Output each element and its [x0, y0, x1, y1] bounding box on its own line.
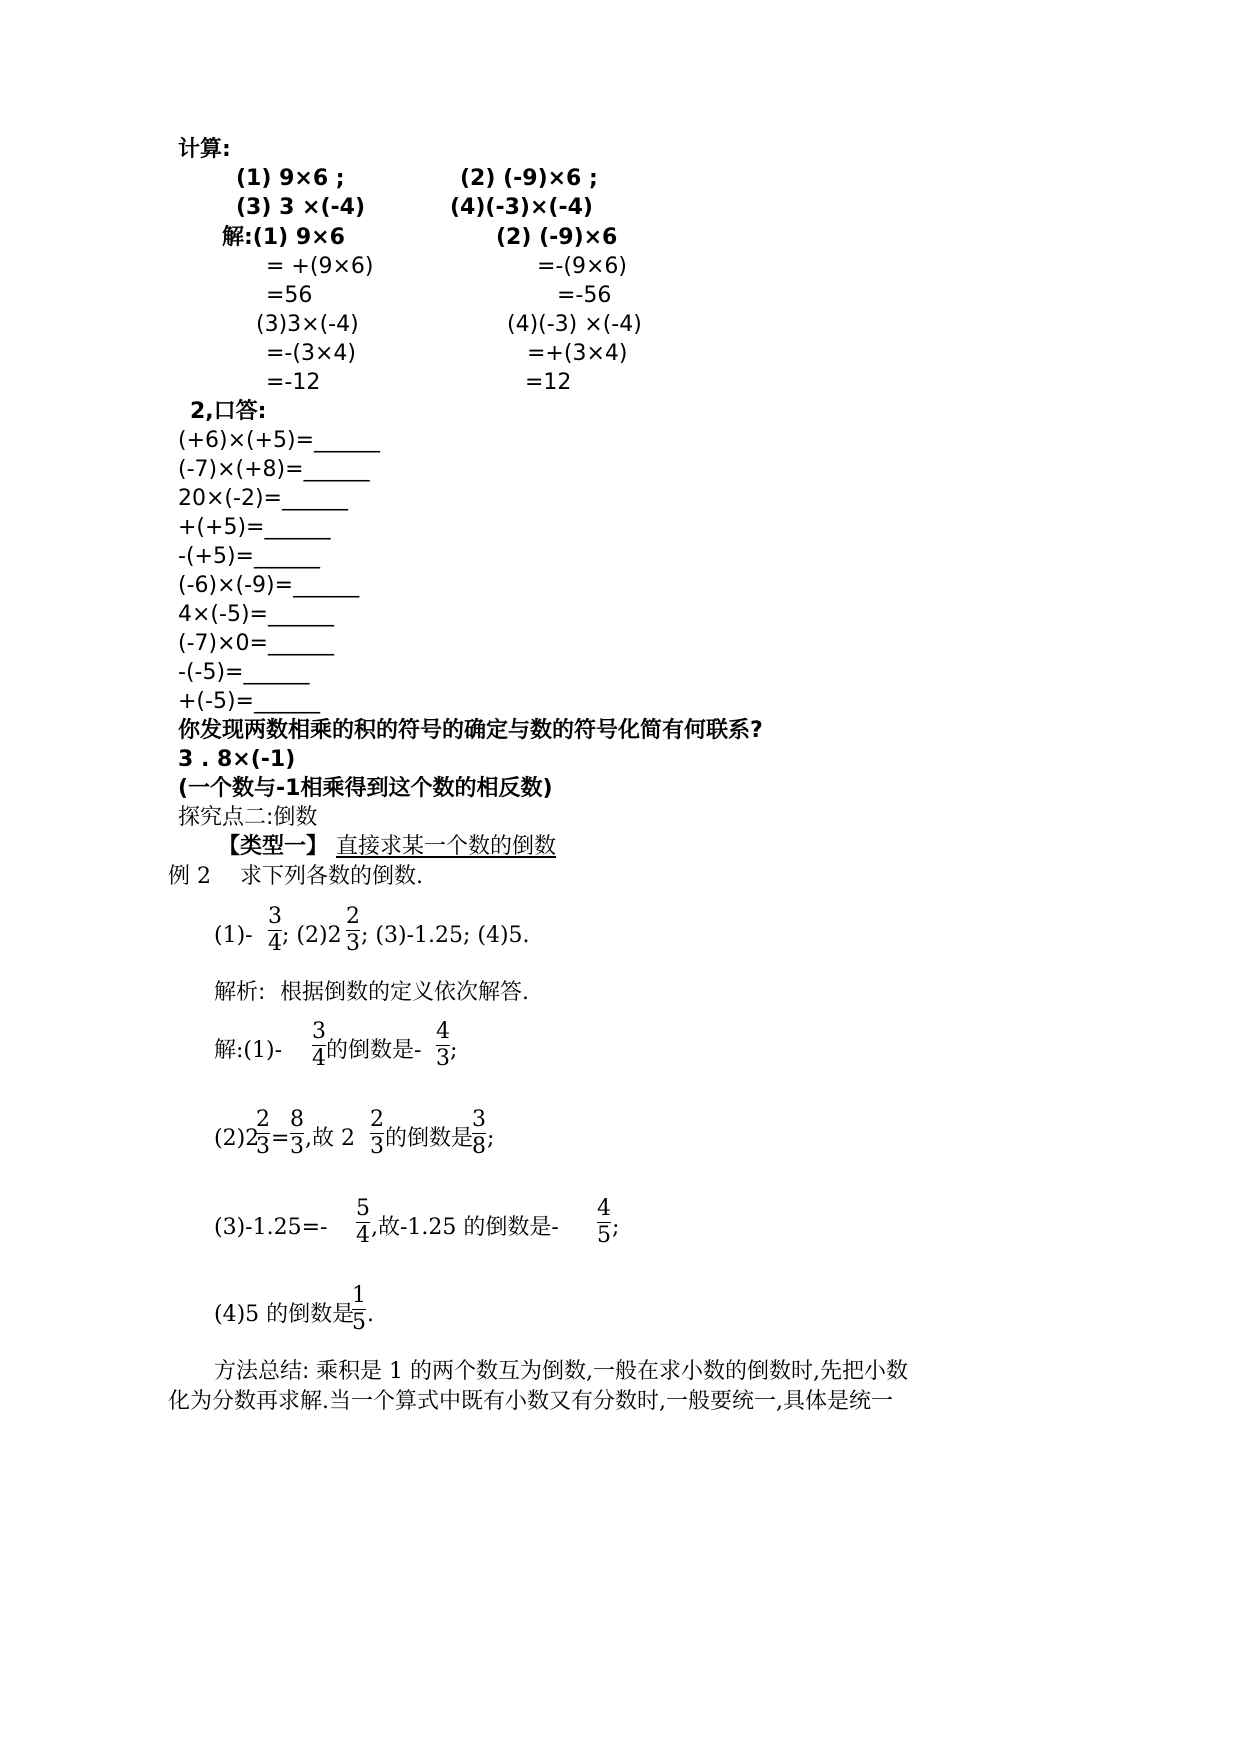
fraction: 2 3 [346, 904, 360, 956]
fraction: 3 8 [472, 1107, 486, 1159]
oral-item: -(+5)=______ [178, 544, 320, 569]
explore-heading: 探究点二:倒数 [178, 805, 318, 830]
solution-2-line-3: =-56 [557, 283, 612, 308]
solution-2-text-e: ; [487, 1126, 495, 1151]
solution-3-line-1: (3)3×(-4) [256, 312, 359, 337]
solution-3-line-3: =-12 [266, 370, 321, 395]
problem-part-1: (1)- [214, 923, 253, 948]
discovery-question: 你发现两数相乘的积的符号的确定与数的符号化简有何联系? [178, 718, 763, 743]
oral-item: 4×(-5)=______ [178, 602, 334, 627]
oral-item: (-6)×(-9)=______ [178, 573, 360, 598]
method-label: 方法总结: [214, 1359, 310, 1384]
solution-3-line-2: =-(3×4) [266, 341, 356, 366]
problem-part-2: ; (2)2 [282, 923, 342, 948]
question-4: (4)(-3)×(-4) [450, 195, 593, 220]
oral-item: (-7)×0=______ [178, 631, 334, 656]
solution-4-line-1: (4)(-3) ×(-4) [507, 312, 642, 337]
oral-item: (-7)×(+8)=______ [178, 457, 370, 482]
solution-1-line-2: = +(9×6) [266, 254, 374, 279]
solution-2-text-b: = [271, 1126, 290, 1151]
fraction: 2 3 [370, 1107, 384, 1159]
solution-4-line-2: =+(3×4) [527, 341, 628, 366]
oral-item: (+6)×(+5)=______ [178, 428, 381, 453]
item-3-note: (一个数与-1相乘得到这个数的相反数) [178, 776, 553, 801]
solution-2-text-d: 的倒数是 [385, 1126, 474, 1151]
problem-part-3: ; (3)-1.25; (4)5. [361, 923, 530, 948]
method-text-line-1: 乘积是 1 的两个数互为倒数,一般在求小数的倒数时,先把小数 [316, 1359, 908, 1384]
type-label: 【类型一】 [218, 834, 329, 859]
type-title: 直接求某一个数的倒数 [336, 834, 557, 859]
solution-2-line-2: =-(9×6) [537, 254, 627, 279]
solution-2-text-a: (2)2 [214, 1126, 260, 1151]
fraction: 2 3 [256, 1107, 270, 1159]
fraction: 3 4 [312, 1019, 326, 1071]
solution-4-text-b: . [367, 1302, 374, 1327]
solution-1-line-1: 解:(1) 9×6 [222, 225, 345, 250]
solution-3-text-a: (3)-1.25=- [214, 1215, 328, 1240]
fraction: 8 3 [290, 1107, 304, 1159]
fraction: 3 4 [268, 904, 282, 956]
solution-3-text-c: ; [612, 1215, 620, 1240]
oral-item: 20×(-2)=______ [178, 486, 348, 511]
question-1: (1) 9×6 ; [236, 166, 345, 191]
solution-2-text-c: ,故 2 [305, 1126, 355, 1151]
oral-item: -(-5)=______ [178, 660, 310, 685]
fraction: 4 3 [436, 1019, 450, 1071]
solution-1-text-c: ; [450, 1038, 458, 1063]
analysis-text: 根据倒数的定义依次解答. [280, 980, 529, 1005]
example-text: 求下列各数的倒数. [240, 864, 423, 889]
solution-2-line-1: (2) (-9)×6 [496, 225, 618, 250]
oral-item: +(+5)=______ [178, 515, 331, 540]
solution-1-text-a: 解:(1)- [214, 1038, 283, 1063]
question-3: (3) 3 ×(-4) [236, 195, 366, 220]
solution-3-text-b: ,故-1.25 的倒数是- [371, 1215, 559, 1240]
oral-item: +(-5)=______ [178, 689, 320, 714]
method-text-line-2: 化为分数再求解.当一个算式中既有小数又有分数时,一般要统一,具体是统一 [168, 1389, 893, 1414]
item-3-expression: 3 . 8×(-1) [178, 747, 296, 772]
solution-4-line-3: =12 [525, 370, 572, 395]
fraction: 4 5 [597, 1196, 611, 1248]
solution-4-text-a: (4)5 的倒数是 [214, 1302, 355, 1327]
solution-1-text-b: 的倒数是- [326, 1038, 422, 1063]
example-label: 例 2 [168, 864, 211, 889]
question-2: (2) (-9)×6 ; [460, 166, 598, 191]
fraction: 5 4 [356, 1196, 370, 1248]
section-title-calc: 计算: [178, 137, 231, 162]
analysis-label: 解析: [214, 980, 266, 1005]
fraction: 1 5 [352, 1283, 366, 1335]
solution-1-line-3: =56 [266, 283, 313, 308]
oral-answer-title: 2,口答: [190, 399, 267, 424]
